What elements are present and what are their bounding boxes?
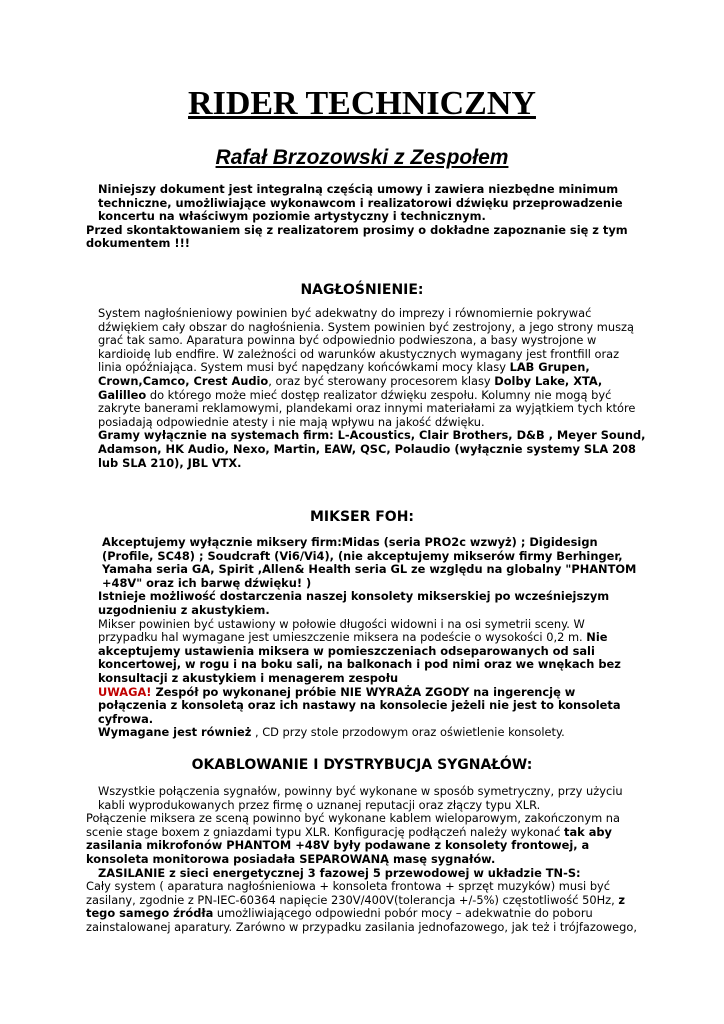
own-console-note: Istnieje możliwość dostarczenia naszej konsolety mikserskiej po wcześniejszym uzgodnieniu z akustykiem. bbox=[98, 589, 610, 617]
document-subtitle: Rafał Brzozowski z Zespołem bbox=[215, 146, 509, 169]
naglosnienie-text-1: System nagłośnieniowy powinien być adekwatny do imprezy i równomiernie pokrywać dźwiękiem cały obszar do nagłośnienia. System powinien być zestrojony, a jego strony muszą grać tak samo. Aparatura powinna być odpowiednio podwieszona, a basy wystrojone w kardioidę lub endfire. W zależności od warunków akustycznych wymagany jest frontfill oraz linia opóźniająca. System musi być napędzany końcówkami mocy klasy bbox=[98, 306, 634, 375]
intro-block bbox=[86, 183, 646, 251]
document-title: RIDER TECHNICZNY bbox=[188, 85, 536, 122]
naglosnienie-block bbox=[86, 307, 646, 470]
stage-connection-text: Połączenie miksera ze sceną powinno być wykonane kablem wieloparowym, zakończonym na scenie stage boxem z gniazdami typu XLR. Konfigurację podłączeń należy wykonać bbox=[86, 811, 621, 839]
uwaga-text: Zespół po wykonanej próbie NIE WYRAŻA ZGODY na ingerencję w połączenia z konsoletą oraz ich nastawy na konsolecie jeżeli nie jest to konsoleta cyfrowa. bbox=[98, 684, 621, 726]
accepted-mixers: Akceptujemy wyłącznie miksery firm:Midas (seria PRO2c wzwyż) ; Digidesign (Profile, SC48) ; Soudcraft (Vi6/Vi4), (nie akceptujemy mikserów firmy Berhinger, Yamaha seria GA, Spirit ,Allen& Health seria GL ze względu na globalny "PHANTOM +48V" oraz ich barwę dźwięku! ) bbox=[102, 535, 637, 590]
uwaga-paragraph bbox=[86, 686, 646, 727]
mixer-placement-text: Mikser powinien być ustawiony w połowie długości widowni i na osi symetrii sceny. W przypadku hal wymagane jest umieszczenie miksera na podeście o wysokości 0,2 m. bbox=[98, 616, 587, 645]
processor-brands: Dolby Lake, XTA, Galilleo bbox=[98, 373, 603, 402]
power-paragraph bbox=[86, 880, 646, 934]
accepted-systems: Gramy wyłącznie na systemach firm: L-Acoustics, Clair Brothers, D&B , Meyer Sound, Adamson, HK Audio, Nexo, Martin, EAW, QSC, Polaudio (wyłącznie systemy SLA 208 lub SLA 210), JBL VTX. bbox=[98, 428, 646, 470]
phantom-requirement: tak aby zasilania mikrofonów PHANTOM +48V były podawane z konsolety frontowej, a konsoleta monitorowa posiadała SEPAROWANĄ masę sygnałów. bbox=[86, 824, 612, 866]
stage-connection-paragraph bbox=[86, 812, 646, 866]
naglosnienie-paragraph bbox=[86, 307, 646, 429]
mikser-block bbox=[86, 536, 646, 740]
amplifier-brands: LAB Grupen, Crown,Camco, Crest Audio bbox=[98, 360, 590, 388]
intro-paragraph: Niniejszy dokument jest integralną częścią umowy i zawiera niezbędne minimum techniczne, umożliwiające wykonawcom i realizatorowi dźwięku przeprowadzenie koncertu na właściwym poziomie artystyczny i technicznym. bbox=[98, 182, 623, 224]
mixer-placement bbox=[86, 618, 646, 686]
mixer-placement-restriction: Nie akceptujemy ustawienia miksera w pomieszczeniach odseparowanych od sali koncertowej, w rogu i na boku sali, na balkonach i pod nimi oraz we wnękach bez konsultacji z akustykiem i menagerem zespołu bbox=[98, 630, 621, 685]
naglosnienie-text-3: , oraz być sterowany procesorem klasy bbox=[268, 373, 495, 388]
same-source-requirement: z tego samego źródła bbox=[86, 892, 625, 921]
required-label: Wymagane jest również bbox=[98, 725, 252, 740]
power-text: Cały system ( aparatura nagłośnieniowa + konsoleta frontowa + sprzęt muzyków) musi być zasilany, zgodnie z PN-IEC-60364 napięcie 230V/400V(tolerancja +/-5%) częstotliwość 50Hz, bbox=[86, 879, 619, 907]
okablowanie-block bbox=[86, 785, 646, 935]
naglosnienie-text-5: do którego może mieć dostęp realizator dźwięku zespołu. Kolumny nie mogą być zakryte banerami reklamowymi, plandekami oraz innymi materiałami za wyjątkiem tych które posiadają odpowiednie atesty i nie mają wpływu na jakość dźwięku. bbox=[98, 387, 636, 429]
uwaga-label: UWAGA! bbox=[98, 684, 152, 699]
cabling-paragraph: Wszystkie połączenia sygnałów, powinny być wykonane w sposób symetryczny, przy użyciu kabli wyprodukowanych przez firmę o uznanej reputacji oraz złączy typu XLR. bbox=[98, 784, 623, 812]
power-heading: ZASILANIE z sieci energetycznej 3 fazowej 5 przewodowej w układzie TN-S: bbox=[98, 865, 581, 880]
required-text: , CD przy stole przodowym oraz oświetlenie konsolety. bbox=[251, 725, 565, 740]
section-heading-okablowanie: OKABLOWANIE I DYSTRYBUCJA SYGNAŁÓW: bbox=[191, 757, 533, 773]
section-heading-mikser: MIKSER FOH: bbox=[309, 509, 415, 525]
intro-warning: Przed skontaktowaniem się z realizatorem prosimy o dokładne zapoznanie się z tym dokumentem !!! bbox=[86, 222, 628, 251]
section-heading-naglosnienie: NAGŁOŚNIENIE: bbox=[300, 282, 424, 298]
power-text-end: umożliwiającego odpowiedni pobór mocy – adekwatnie do poboru zainstalowanej aparatury. Zarówno w przypadku zasilania jednofazowego, jak też i trójfazowego, bbox=[86, 906, 637, 934]
required-extras bbox=[86, 726, 646, 740]
